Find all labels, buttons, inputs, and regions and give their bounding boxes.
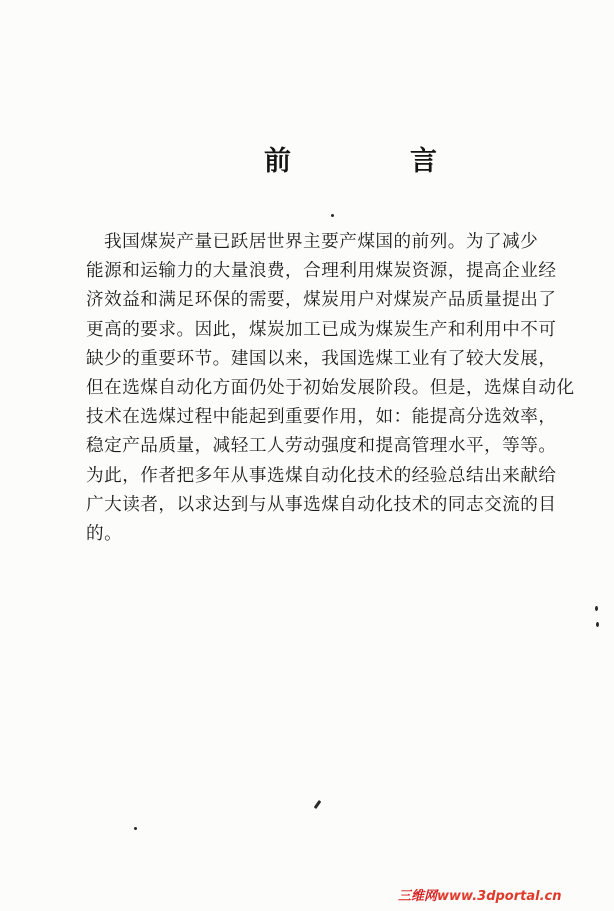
scan-speck — [314, 800, 322, 809]
site-watermark — [398, 888, 608, 906]
scan-speck — [596, 622, 599, 627]
scan-speck — [134, 827, 137, 830]
text-line: 技术在选煤过程中能起到重要作用，如：能提高分选效率， — [86, 407, 557, 428]
page-title: 前 言 — [264, 146, 483, 177]
scan-speck — [595, 606, 598, 611]
text-line: 能源和运输力的大量浪费，合理利用煤炭资源，提高企业经 — [86, 261, 557, 282]
preface-paragraph — [86, 228, 575, 549]
text-line: 我国煤炭产量已跃居世界主要产煤国的前列。为了减少 — [104, 232, 539, 252]
text-line: 广大读者，以求达到与从事选煤自动化技术的同志交流的目 — [86, 494, 557, 515]
text-line: 更高的要求。因此，煤炭加工已成为煤炭生产和利用中不可 — [86, 319, 557, 340]
watermark-brand: 三维网 — [398, 889, 438, 904]
text-line: 但在选煤自动化方面仍处于初始发展阶段。但是，选煤自动化 — [86, 377, 575, 398]
scan-speck — [331, 214, 334, 217]
text-line: 济效益和满足环保的需要，煤炭用户对煤炭产品质量提出了 — [86, 290, 557, 311]
watermark-url: www.3dportal.cn — [437, 889, 562, 904]
text-line: 缺少的重要环节。建国以来，我国选煤工业有了较大发展， — [86, 348, 557, 369]
text-line: 为此，作者把多年从事选煤自动化技术的经验总结出来献给 — [86, 465, 557, 486]
text-line: 稳定产品质量，减轻工人劳动强度和提高管理水平，等等。 — [86, 436, 557, 457]
text-line: 的。 — [86, 523, 123, 544]
